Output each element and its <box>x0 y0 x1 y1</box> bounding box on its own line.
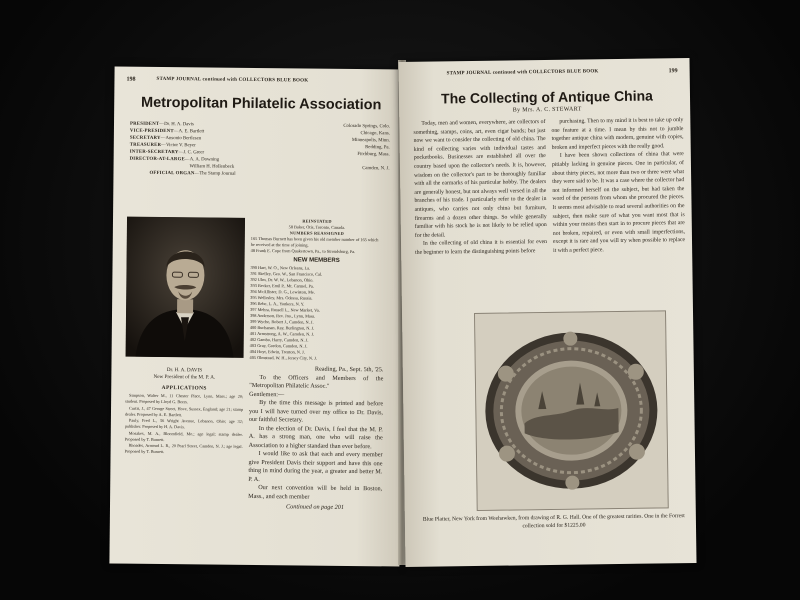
platter-illustration <box>475 311 668 510</box>
new-member-entry: 404 Hoyt, Edwin, Trenton, N. J. <box>249 348 305 355</box>
new-member-entry: 393 Becker, Emil P., Mt. Carmel, Pa. <box>250 282 314 289</box>
new-member-entry: 399 Wyche, Robert J., Camden, N. J. <box>249 318 314 325</box>
new-member-entry: 395 Wellesley, Mrs. Odessa, Russia. <box>250 294 313 301</box>
officer-row: TREASURER — Victor V. Beyer Redding, Pa. <box>129 142 390 151</box>
new-member-entry: 398 Anderson, Rev. Jno., Lynn, Mass. <box>249 312 316 319</box>
article-paragraph: I have been shown collections of china that were pitiably lacking in genuine pieces. One in particular, of about thirty pieces, not more than two or three were what they were said to be. It was a case where the collector had not informed herself on the subject, but had taken the word of the persons from whom she procured the pieces. It seems most advisable to read several authorities on the subject, then make sure of what you want most that is within your means then start in to procure pieces that are not broken, repaired, or even with small imperfections, except it is rare and you will try when possible to replace it with a perfect piece. <box>551 151 686 254</box>
officer-row: SECRETARY — Ansonio Bertlesen Minneapolis, Minn. <box>129 135 390 144</box>
officer-row: DIRECTOR-AT-LARGE — A. A. Downing <box>129 156 220 163</box>
reinstated-heading: REINSTATED <box>302 218 332 224</box>
platter-caption: Blue Platter, New York from Weehawken, from drawing of R. G. Hall. One of the greatest rarities. One in the Forrest collection sold for $1225.00 <box>422 513 685 530</box>
new-member-entry: 400 Buchanan, Ray, Burlington, N. J. <box>249 324 315 331</box>
new-member-entry: 405 Olmstead, W. H., Jersey City, N. J. <box>249 354 317 361</box>
application-entry: Mosakes, M. A., Bloomfield, Mo.; age legal; stamp dealer. Proposed by T. Burnett. <box>124 430 243 442</box>
article-column-1 <box>413 118 547 257</box>
application-entry: Curtis, J., 47 George Street, Hove, Sussex, England; age 21; stamp dealer. Proposed by A. E. Bartlett. <box>124 405 244 417</box>
right-page <box>398 58 696 567</box>
reinstated-entry: 58 Baker, Otis, Toronto, Canada. <box>288 224 346 230</box>
right-page-number: 199 <box>668 68 678 75</box>
address-change: 48 Frank E. Cope from Quakertown, Pa., to Stroudsburg, Pa. <box>250 247 356 255</box>
article-column-2 <box>551 116 685 255</box>
caption-name: Dr. H. A. DAVIS <box>166 367 203 374</box>
officer-row: PRESIDENT — Dr. H. A. Davis Colorado Springs, Colo. <box>129 121 391 130</box>
article-byline: By Mrs. A. C. STEWART <box>512 106 582 114</box>
letter-paragraph: I would like to ask that each and every member give President Davis their support and have this one thing in mind during the year, a greater and better M. P. A. <box>248 450 383 483</box>
numbers-text: 165 Thomas Burnett has been given his old member number of 165 which he received at the time of joining. <box>250 235 379 248</box>
presidents-letter <box>248 365 384 513</box>
new-member-entry: 397 Mehra, Russell L., New Market, Va. <box>250 306 320 313</box>
numbers-heading: NUMBERS REASSIGNED <box>289 230 344 236</box>
officer-row: William H. Hollenbeck Camden, N. J. <box>189 164 390 172</box>
application-entry: Rhoades, Armond L. R., 20 Pearl Street, Camden, N. J.; age legal. Proposed by T. Burnett. <box>124 442 243 455</box>
letter-greeting: Gentlemen:— <box>249 390 285 398</box>
applications-heading: APPLICATIONS <box>161 385 207 392</box>
application-entry: Simpson, Walter M., 11 Chester Place, Lynn, Mass.; age 20; student. Proposed by Lloyd G. Beers. <box>125 392 244 405</box>
officer-row: OFFICIAL ORGAN — The Stamp Journal <box>149 170 236 177</box>
officer-row: INTER-SECRETARY — J. C. Greer Fitchburg, Mass. <box>129 149 390 158</box>
article-paragraph: purchasing. Then to my mind it is best to take up only one feature at a time. I mean by this not to jumble together antique china with modern, genuine with copies, broken and imperfect pieces with the really good. <box>551 117 684 151</box>
article-body <box>413 116 685 257</box>
letter-dateline: Reading, Pa., Sept. 5th, '25. <box>314 365 384 374</box>
caption-title: New President of the M. P. A. <box>153 373 216 381</box>
letter-paragraph: In the election of Dr. Davis, I feel that the M. P. A. has a strong man, one who will raise the Association to a higher standard than ever before. <box>248 424 383 450</box>
new-members-heading: NEW MEMBERS <box>293 257 340 264</box>
left-running-head: STAMP JOURNAL continued with COLLECTORS BLUE BOOK <box>156 76 309 84</box>
new-member-entry: 390 Hart, W. O., New Orleans, La. <box>250 264 311 271</box>
left-page-number: 198 <box>126 76 136 83</box>
letter-paragraph: Our next convention will be held in Boston, Mass., and each member <box>248 484 383 501</box>
letter-salutation: To the Officers and Members of the "Metropolitan Philatelic Assoc." <box>249 373 384 390</box>
association-title: Metropolitan Philatelic Association <box>140 94 382 114</box>
new-member-entry: 402 Gambo, Harry, Camden, N. J. <box>249 336 309 343</box>
officer-row: VICE-PRESIDENT — A. E. Bartlett Chicago, Kans. <box>129 128 390 137</box>
new-member-entry: 394 McAllister, D. G., Lewiston, Me. <box>250 288 315 295</box>
article-paragraph: In the collecting of old china it is essential for even the beginner to learn the distinguishing points before <box>415 239 548 256</box>
platter-photo <box>474 310 669 511</box>
portrait-illustration <box>126 217 245 358</box>
new-member-entry: 392 Ulm, Dr. W. W., Lebanon, Ohio. <box>250 276 314 283</box>
right-running-head: STAMP JOURNAL continued with COLLECTORS BLUE BOOK <box>446 69 599 77</box>
new-member-entry: 403 Gray, Gordon, Camden, N. J. <box>249 342 308 349</box>
officers-list <box>129 121 390 180</box>
new-member-entry: 401 Armstrong, A. W., Camden, N. J. <box>249 330 315 337</box>
continued-note: Continued on page 201 <box>286 503 344 511</box>
new-member-entry: 396 Bebe, L. A., Yonkers, N. Y. <box>250 300 305 307</box>
left-page <box>109 66 404 566</box>
portrait-caption <box>125 367 243 382</box>
article-title: The Collecting of Antique China <box>440 87 653 107</box>
portrait-photo <box>126 217 245 358</box>
application-entry: Pauly, Fred L., 56 Wright Avenue, Lebanon, Ohio; age 32; publisher. Proposed by H. A. Davis. <box>124 417 243 430</box>
article-paragraph: Today, men and women, everywhere, are collectors of something, stamps, coins, art, even cigar bands; but just now we want to consider the collecting of old china. The kind of collecting varies with individual tastes and pocketbooks. Businesses are established all over the country based upon the collector's needs. It is, however, wisdom on the collector's part to be thoroughly familiar with all the earmarks of his particular hobby. The dealers are generally honest, but not always well versed in all the branches of his trade. I particularly refer to the dealer in antiques, who carries not only china but furniture, firearms and a dozen other things. So while generally familiar with his stock he is not likely to be relied upon for the detail. <box>413 119 547 239</box>
new-member-entry: 391 Skelley, Geo. W., San Francisco, Cal. <box>250 270 323 277</box>
letter-paragraph: By the time this message is printed and before you I will have turned over my office to Dr. Davis, our faithful Secretary. <box>248 399 384 424</box>
applications-list <box>125 393 244 457</box>
membership-column <box>250 218 383 362</box>
